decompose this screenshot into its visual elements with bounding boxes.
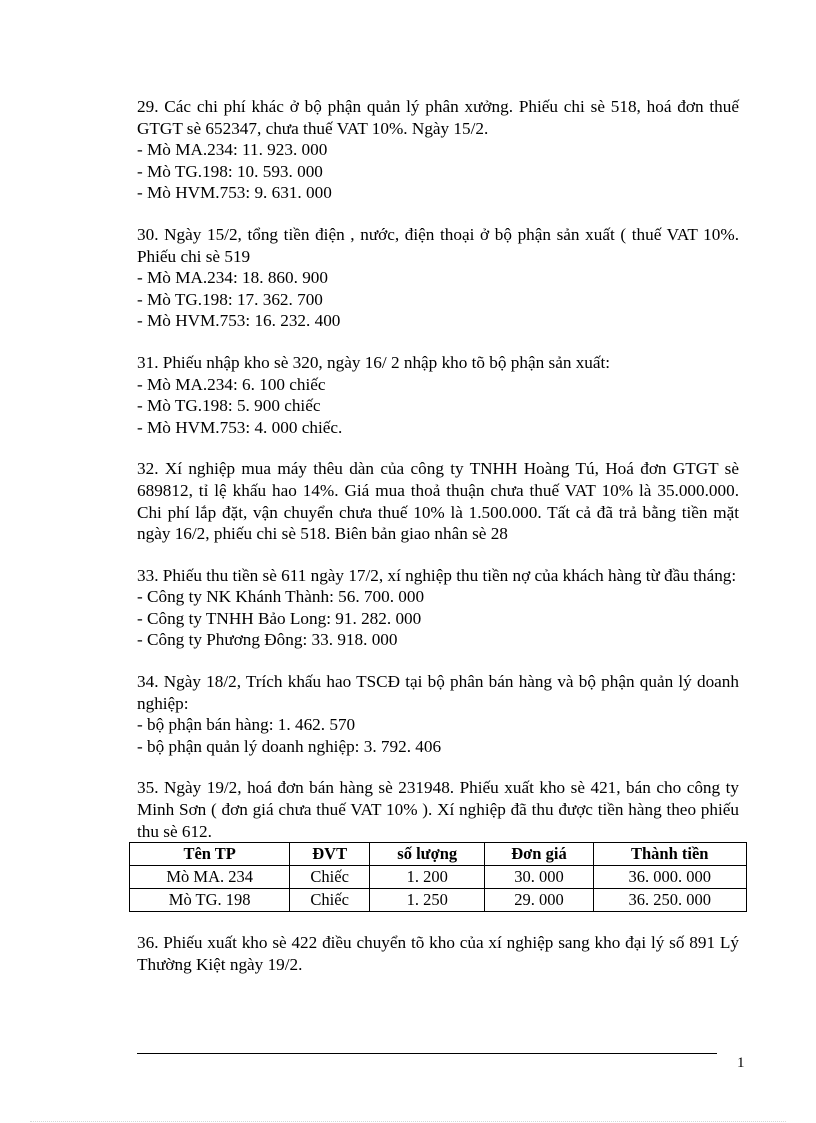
- item-line: - Mò TG.198: 5. 900 chiếc: [137, 396, 321, 416]
- col-product-name: Tên TP: [130, 843, 290, 866]
- sales-table: [129, 842, 747, 912]
- document-body: [137, 96, 739, 975]
- item-33: [137, 565, 739, 651]
- table-header-row: [130, 843, 747, 866]
- item-29: [137, 96, 739, 204]
- cell-quantity: 1. 250: [370, 889, 485, 912]
- cell-unit-price: 30. 000: [485, 866, 593, 889]
- cell-unit: Chiếc: [290, 889, 370, 912]
- table-row: [130, 866, 747, 889]
- item-text: 36. Phiếu xuất kho sè 422 điều chuyển tõ kho của xí nghiệp sang kho đại lý số 891 Lý Thường Kiệt ngày 19/2.: [137, 933, 739, 974]
- item-31: [137, 352, 739, 438]
- item-line: - Công ty NK Khánh Thành: 56. 700. 000: [137, 587, 425, 607]
- item-line: - bộ phận quản lý doanh nghiệp: 3. 792. 406: [137, 736, 442, 756]
- footer-divider: [137, 1053, 717, 1054]
- item-text: 34. Ngày 18/2, Trích khấu hao TSCĐ tại bộ phân bán hàng và bộ phận quản lý doanh nghiệp:: [137, 672, 739, 713]
- item-30: [137, 224, 739, 332]
- item-line: - Mò MA.234: 6. 100 chiếc: [137, 374, 326, 394]
- cell-product-name: Mò TG. 198: [130, 889, 290, 912]
- col-quantity: số lượng: [370, 843, 485, 866]
- item-text: 29. Các chi phí khác ở bộ phận quản lý phân xưởng. Phiếu chi sè 518, hoá đơn thuế GTGT sè 652347, chưa thuế VAT 10%. Ngày 15/2.: [137, 97, 739, 138]
- col-unit-price: Đơn giá: [485, 843, 593, 866]
- item-line: - bộ phận bán hàng: 1. 462. 570: [137, 715, 356, 735]
- item-32: [137, 458, 739, 544]
- item-line: - Mò HVM.753: 9. 631. 000: [137, 183, 332, 203]
- item-line: - Công ty Phương Đông: 33. 918. 000: [137, 630, 398, 650]
- item-text: 31. Phiếu nhập kho sè 320, ngày 16/ 2 nhập kho tõ bộ phận sản xuất:: [137, 352, 611, 372]
- item-line: - Mò TG.198: 17. 362. 700: [137, 289, 323, 309]
- cell-quantity: 1. 200: [370, 866, 485, 889]
- cell-amount: 36. 000. 000: [593, 866, 746, 889]
- item-line: - Mò MA.234: 18. 860. 900: [137, 268, 328, 288]
- item-35: [137, 777, 739, 912]
- item-text: 30. Ngày 15/2, tổng tiền điện , nước, điện thoại ở bộ phận sản xuất ( thuế VAT 10%. Phiếu chi sè 519: [137, 224, 739, 266]
- page-number: 1: [737, 1055, 745, 1071]
- item-text: 33. Phiếu thu tiền sè 611 ngày 17/2, xí nghiệp thu tiền nợ của khách hàng từ đầu tháng:: [137, 565, 737, 585]
- item-line: - Công ty TNHH Bảo Long: 91. 282. 000: [137, 608, 422, 628]
- table-row: [130, 889, 747, 912]
- item-text: 32. Xí nghiệp mua máy thêu dàn của công ty TNHH Hoàng Tú, Hoá đơn GTGT sè 689812, tỉ lệ khấu hao 14%. Giá mua thoả thuận chưa thuế VAT 10% là 35.000.000. Chi phí lắp đặt, vận chuyển chưa thuế 10% là 1.500.000. Tất cả đã trả bằng tiền mặt ngày 16/2, phiếu chi sè 518. Biên bản giao nhân sè 28: [137, 459, 739, 544]
- page-bottom-border: [30, 1121, 786, 1122]
- cell-unit-price: 29. 000: [485, 889, 593, 912]
- item-34: [137, 671, 739, 757]
- item-line: - Mò MA.234: 11. 923. 000: [137, 140, 328, 160]
- cell-amount: 36. 250. 000: [593, 889, 746, 912]
- item-36: [137, 932, 739, 975]
- item-line: - Mò HVM.753: 4. 000 chiếc.: [137, 417, 343, 437]
- col-amount: Thành tiền: [593, 843, 746, 866]
- item-text: 35. Ngày 19/2, hoá đơn bán hàng sè 231948. Phiếu xuất kho sè 421, bán cho công ty Minh Sơn ( đơn giá chưa thuế VAT 10% ). Xí nghiệp đã thu được tiền hàng theo phiếu thu sè 612.: [137, 778, 739, 841]
- item-line: - Mò TG.198: 10. 593. 000: [137, 161, 323, 181]
- col-unit: ĐVT: [290, 843, 370, 866]
- cell-product-name: Mò MA. 234: [130, 866, 290, 889]
- cell-unit: Chiếc: [290, 866, 370, 889]
- item-line: - Mò HVM.753: 16. 232. 400: [137, 311, 341, 331]
